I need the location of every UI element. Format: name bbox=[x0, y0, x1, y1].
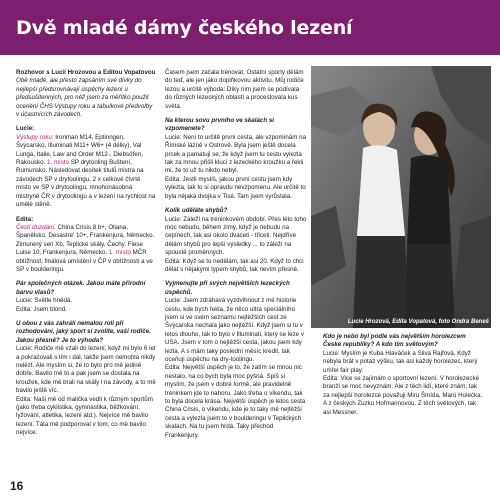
edita-achievements bbox=[16, 224, 156, 274]
answer-achievements-lucie: Lucie: Jsem zdráhavá vyzdvihnout z mé historie cestu, kde bych řekla, že něco ultra speciálního jsem si ve svém seznamu nejtěžších cest ze Švýcarska nechala jako nejtěžší. Když jsem si tu v letos dlouho, tak to bylo v Illuminati, který se leze v USA. Jsem v tom o nejtěžší cesta, jakou jsem kdy lezla. A s mám taky poslední měsíc kredit, tak oceňuji úspěchu na dry-toolingu. bbox=[165, 297, 304, 363]
climbers-photo bbox=[311, 66, 491, 328]
lucie-highlight-2: 1. místo bbox=[46, 159, 69, 167]
lucie-text-1: Ironman M14, Eptinngen, Švýcarsko, Illuminati M11+ W6+ (4 délky), Val Lunga, Italie, Law and Order M12-, Diebsöfen, Rakousko. bbox=[16, 133, 143, 167]
column-3 bbox=[323, 333, 485, 417]
lucie-label: Lucie: bbox=[16, 125, 35, 133]
edita-text-1: China Crisis 8 b+, Oliana, Španělsko. Desastre' 10+, Frankenjura, Německo. Zimurený sen Xb, Teplické skály, Čechy. Fiese Luise 10, Frankenjura, Německo. bbox=[16, 223, 155, 257]
answer-greatest-climber-lucie: Lucie: Myslím je Kuba Hlaváček a Silva Rajfová. Když nebyla brát v potaz výšku, tak asi každý horolezec, který umřel fair play. bbox=[323, 349, 478, 374]
question-hair: Pár společných otázek. Jakou máte přírodní barvu vlasů? bbox=[16, 280, 146, 296]
intro-heading: Rozhovor s Lucií Hrozovou a Editou Vopatovou bbox=[16, 69, 156, 76]
column-1 bbox=[16, 69, 156, 438]
answer-parents-lucie: Lucie: Rodiče mě vzali do lezení, když mi bylo 6 let a pokračovali s tím i dál, takže jsem nemohla nikdy nelézt. Ale myslím si, že to bylo pro mě jedině dobře. Bavilo mě to a pak jsem se dostala na kroužek, kde mě brali na skály i na závody, a to mě bavilo ještě víc. bbox=[16, 345, 156, 395]
answer-first-route-edita: Edita: Jestli myslíš, jakou první cestu jsem kdy vylezla, tak to si opravdu nevzpomenu. Ale určitě to byla nějaká dvojka v Tisé. Tam jsem vyrůstala. bbox=[165, 175, 306, 200]
answer-hair-edita: Edita: Jsem blond. bbox=[16, 305, 67, 313]
answer-achievements-edita: Edita: Největší úspěch je to, že zatím se mnou nic nestalo, na co bych byla moc pyšná. Spíš si myslím, že jsem v dobré formě, ale pravidelně tréninkem jde to nahoru. Jako třeba o víkendu, tak to byla docela krása. Největší úspěch je letos cesta China Crisis, o víkendu, kde je to taky mé nejtěžší cesta a vylezla jsem to v boulderingu v Teplických skalách. Na tu jsem hrdá. Taky přechod Frankenjury. bbox=[165, 364, 306, 439]
page-number: 16 bbox=[10, 479, 24, 493]
column-2 bbox=[165, 69, 307, 440]
answer-pullups-lucie: Lucie: Záleží na tréninkovém období. Přes léto toho moc nebudu, během zimy, když je nebudu na cepínech, tak asi okolo dvaceti - třiceti. Nejdříve dělám shybů pro lepší výsledky ... to záleží na spoustě proměnných. bbox=[165, 215, 307, 257]
edita-label: Edita: bbox=[16, 215, 34, 223]
answer-parents-edita: Edita: Naši mě od malička vedli k různým sportům (jako třeba cyklistika, gymnastika, běžkování, lyžování, atletika, lezení atd.). Nejvíce mě bavilo lezení. Táta mě podporoval v tom, co mě bavilo nejvíce. bbox=[16, 395, 153, 437]
lucie-achievements bbox=[16, 134, 156, 210]
intro-text: Obě mladé, ale přesto zapsáním své dívky do nejlepší předsrovnávají úspěchy lezení u předsušitenných, pro něž jsem za měřítko použil ocenění ČHS Výstupy roku a tabulkové předvolby v účastnících závodech. bbox=[16, 77, 153, 119]
answer-greatest-climber-edita: Edita: Vice se zajímám o sportovní lezení. V horolezecké branži se moc nevyznám. Ale z těch lidí, které znám, tak za nejlepší horolezce považuji Miru Šmída, Marú Holečka. A z českých Zuzku Hofmannovou. Z těch světových, tak asi Messner. bbox=[323, 375, 483, 416]
edita-highlight-1: Čestí duzdání. bbox=[16, 223, 56, 231]
photo-illustration bbox=[311, 66, 491, 328]
question-achievements: Vyjmenujte při svých největších lezeckých úspěchů. bbox=[165, 280, 290, 296]
photo-caption: Lucie Hrozová, Edita Vopatová, foto Ondra Beneš bbox=[347, 319, 489, 325]
lucie-highlight-1: Výstupy roku: bbox=[16, 133, 54, 141]
lucie-text-2: SP drytooling Buštení, Rumunsko. Následovat desítek titulů mistra na závodech SP v drytoolingu, 2 x celkové čtvrté místo ve SP v drytoolingu, mnohonásobná mistryně ČR v drytoolingu a v lezení na rychlost na umělé stěně. bbox=[16, 159, 156, 209]
article-title: Dvě mladé dámy českého lezení bbox=[16, 17, 353, 39]
answer-pullups-edita: Edita: Když se to nedělám, tak asi 20. Když to chci dělat s nějakými typem shybů, tak nevím přesně. bbox=[165, 257, 304, 273]
title-banner bbox=[0, 0, 500, 55]
question-pullups: Kolik uděláte shybů? bbox=[165, 207, 228, 215]
answer-first-route-lucie: Lucie: Není to určitě první cesta, ale vzpomínám na Římské lázně v Ostrově. Byla jsem ještě docela prcek a pamatuji se, že když jsem tu cestu vylezla tak za mnou přišli kluci z lezeckého kroužku a řekli mi, že to už tu nikdo nebyl. bbox=[165, 133, 307, 175]
question-greatest-climber: Kdo je nebo byl podle vás největším horolezcem České republiky? A kdo tím světovým? bbox=[323, 333, 466, 349]
edita-highlight-2: 1. místo bbox=[108, 249, 131, 257]
parents-continued: Časem jsem začala trénovat. Ostatní sporty dělám do teď, ale jen jako doplňkovou aktivitu. Můj rodiče lezou a určitě výhoda: Díky nim jsem se podívala do různých lezeckých oblastí a procestovala kus světa. bbox=[165, 69, 304, 110]
answer-hair-lucie: Lucie: Světle hnědá. bbox=[16, 297, 73, 305]
edita-text-2: MČR obtížnost, finálová umístění v ČP v obtížnosti a ve SP v boulderingu. bbox=[16, 249, 153, 273]
question-parents: U obou z vás zahrálí nemalou roli při rozhodování, jaký sport si zvolíte, vaši rodiče. Jakou přesně? Je to výhoda? bbox=[16, 319, 151, 344]
question-first-route: Na kterou sovu prvního ve skalách si vzpomenete? bbox=[165, 117, 275, 133]
